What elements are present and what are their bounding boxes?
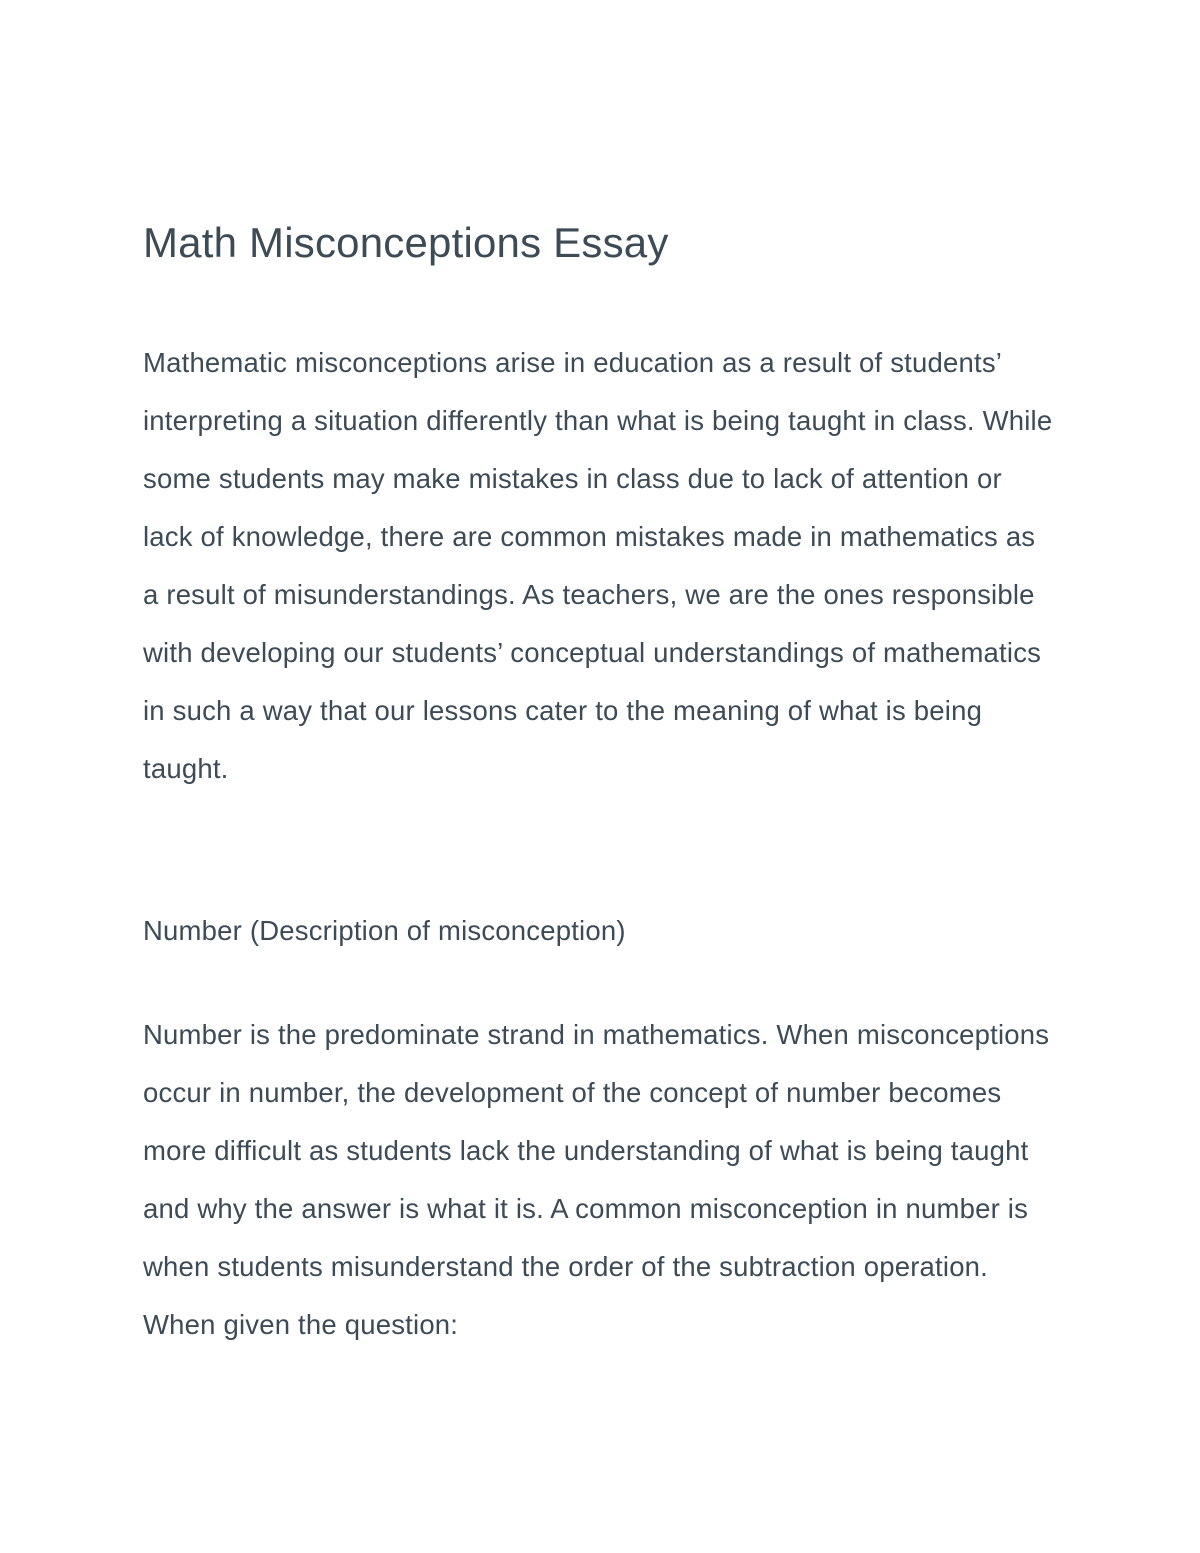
number-misconception-paragraph: Number is the predominate strand in mathematics. When misconceptions occur in number, the development of the concept of number becomes more difficult as students lack the understanding of what is being taught and why the answer is what it is. A common misconception in number is when students misunderstand the order of the subtraction operation. When given the question:	[143, 1019, 1050, 1341]
section-heading-number: Number (Description of misconception)	[143, 915, 626, 947]
intro-paragraph: Mathematic misconceptions arise in education as a result of students’ interpreting a situation differently than what is being taught in class. While some students may make mistakes in class due to lack of attention or lack of knowledge, there are common mistakes made in mathematics as a result of misunderstandings. As teachers, we are the ones responsible with developing our students’ conceptual understandings of mathematics in such a way that our lessons cater to the meaning of what is being taught.	[143, 347, 1053, 785]
document-title: Math Misconceptions Essay	[143, 219, 669, 266]
